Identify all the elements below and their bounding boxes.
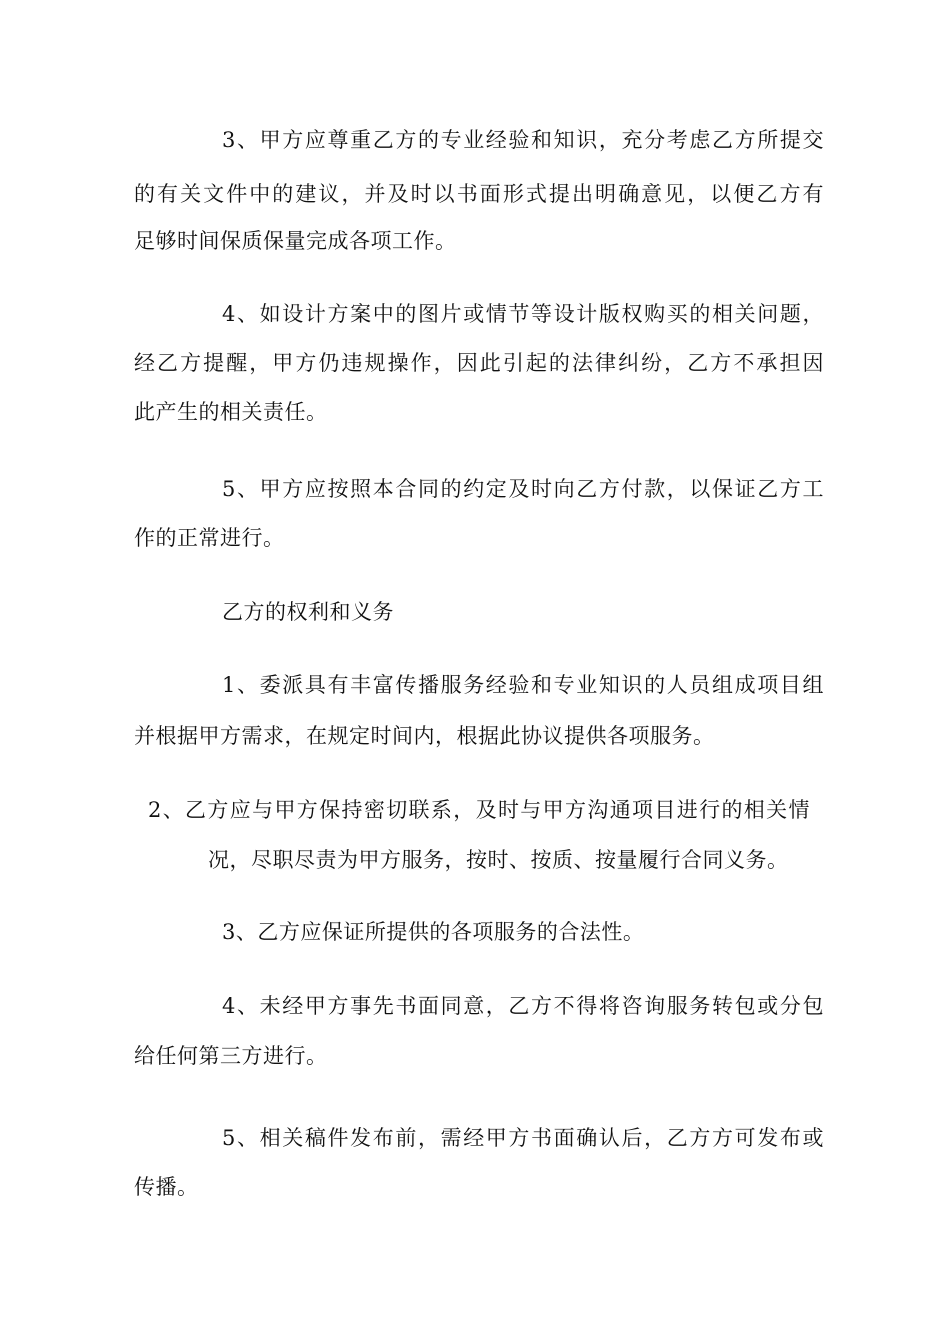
paragraph-line: 况，尽职尽责为甲方服务，按时、按质、按量履行合同义务。 [208,848,789,872]
paragraph-line: 传播。 [134,1175,199,1199]
paragraph-line: 此产生的相关责任。 [134,400,328,424]
paragraph-line: 5、相关稿件发布前，需经甲方书面确认后，乙方方可发布或 [222,1126,824,1150]
paragraph-line: 作的正常进行。 [134,526,285,550]
paragraph-line: 足够时间保质保量完成各项工作。 [134,229,457,253]
paragraph-line: 经乙方提醒，甲方仍违规操作，因此引起的法律纠纷，乙方不承担因 [134,351,824,375]
paragraph-line: 2、乙方应与甲方保持密切联系，及时与甲方沟通项目进行的相关情 [148,798,810,822]
paragraph-line: 1、委派具有丰富传播服务经验和专业知识的人员组成项目组 [222,673,824,697]
paragraph-line: 3、甲方应尊重乙方的专业经验和知识，充分考虑乙方所提交 [222,128,824,152]
paragraph-line: 的有关文件中的建议，并及时以书面形式提出明确意见，以便乙方有 [134,182,824,206]
paragraph-line: 给任何第三方进行。 [134,1044,328,1068]
paragraph-line: 5、甲方应按照本合同的约定及时向乙方付款，以保证乙方工 [222,477,824,501]
paragraph-line: 并根据甲方需求，在规定时间内，根据此协议提供各项服务。 [134,724,715,748]
paragraph-line: 4、如设计方案中的图片或情节等设计版权购买的相关问题， [222,302,824,326]
paragraph-line: 3、乙方应保证所提供的各项服务的合法性。 [222,920,645,944]
paragraph-line: 4、未经甲方事先书面同意，乙方不得将咨询服务转包或分包 [222,994,824,1018]
section-heading: 乙方的权利和义务 [222,600,394,624]
